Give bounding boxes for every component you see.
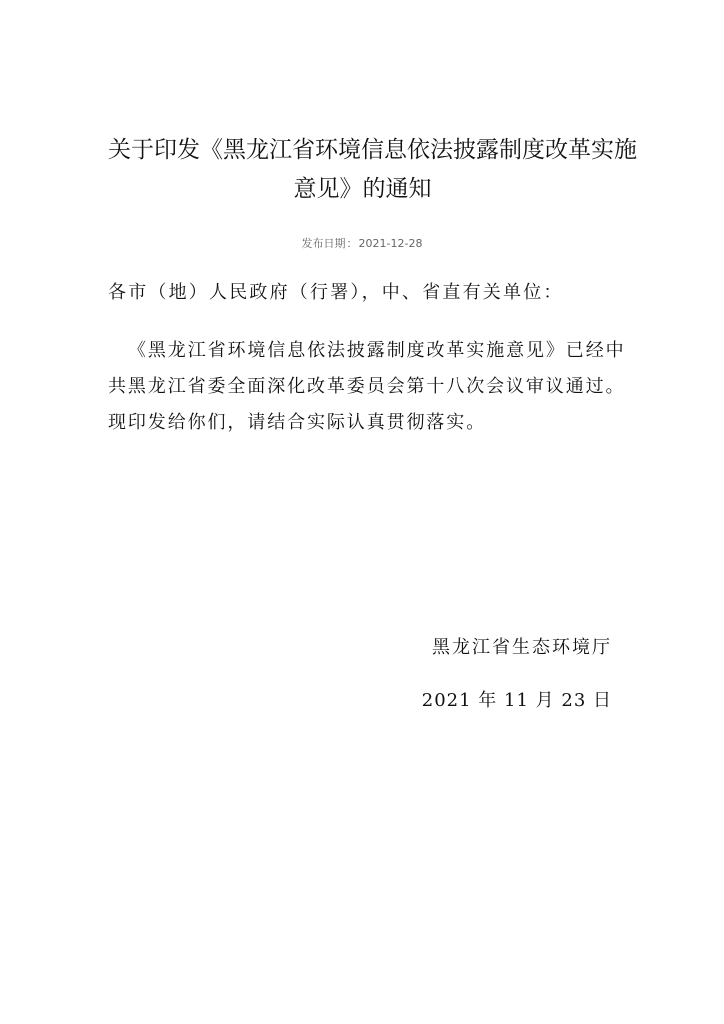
body-line-2: 共黑龙江省委全面深化改革委员会第十八次会议审议通过。 [108,376,626,397]
document-title [108,131,637,209]
salutation: 各市（地）人民政府（行署），中、省直有关单位： [108,282,564,303]
issue-date: 2021 年 11 月 23 日 [421,690,612,711]
issuer-signature: 黑龙江省生态环境厅 [432,637,612,658]
publish-date-label: 发布日期 [301,237,346,250]
publish-date-value: 2021-12-28 [358,237,423,250]
publish-date-line [0,235,724,251]
title-line-1: 关于印发《黑龙江省环境信息依法披露制度改革实施 [108,137,637,163]
body-paragraph [108,333,628,441]
publish-date-separator: ： [346,237,358,250]
body-line-1: 《黑龙江省环境信息依法披露制度改革实施意见》已经中 [128,340,626,361]
title-line-2: 意见》的通知 [293,176,432,202]
body-line-3: 现印发给你们，请结合实际认真贯彻落实。 [108,412,487,433]
